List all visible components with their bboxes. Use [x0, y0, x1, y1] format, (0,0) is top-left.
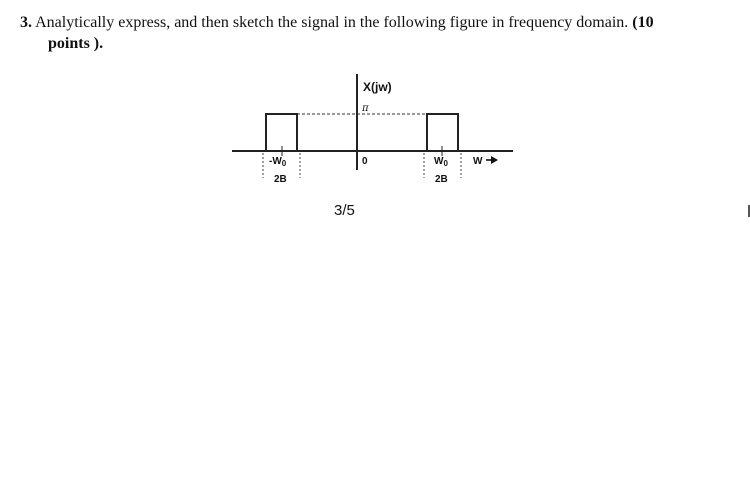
amplitude-label: π — [362, 103, 369, 114]
question-points: (10 — [632, 14, 654, 31]
left-pulse — [266, 114, 297, 151]
question-points-line2: points ). — [48, 35, 104, 52]
origin-label: 0 — [362, 156, 368, 167]
x-axis-label: W — [473, 156, 483, 167]
left-width-label: 2B — [274, 174, 287, 185]
page-number: 3/5 — [334, 202, 355, 219]
right-width-label: 2B — [435, 174, 448, 185]
question-body: Analytically express, and then sketch the signal in the following figure in frequency domain. — [35, 14, 629, 31]
left-center-label: $-W_0$ — [269, 156, 287, 168]
right-arrow-icon — [486, 156, 498, 164]
question-number: 3. — [20, 14, 32, 31]
y-axis-label: X(jw) — [363, 80, 392, 94]
right-center-label: $W_0$ — [434, 156, 448, 168]
right-pulse — [427, 114, 458, 151]
